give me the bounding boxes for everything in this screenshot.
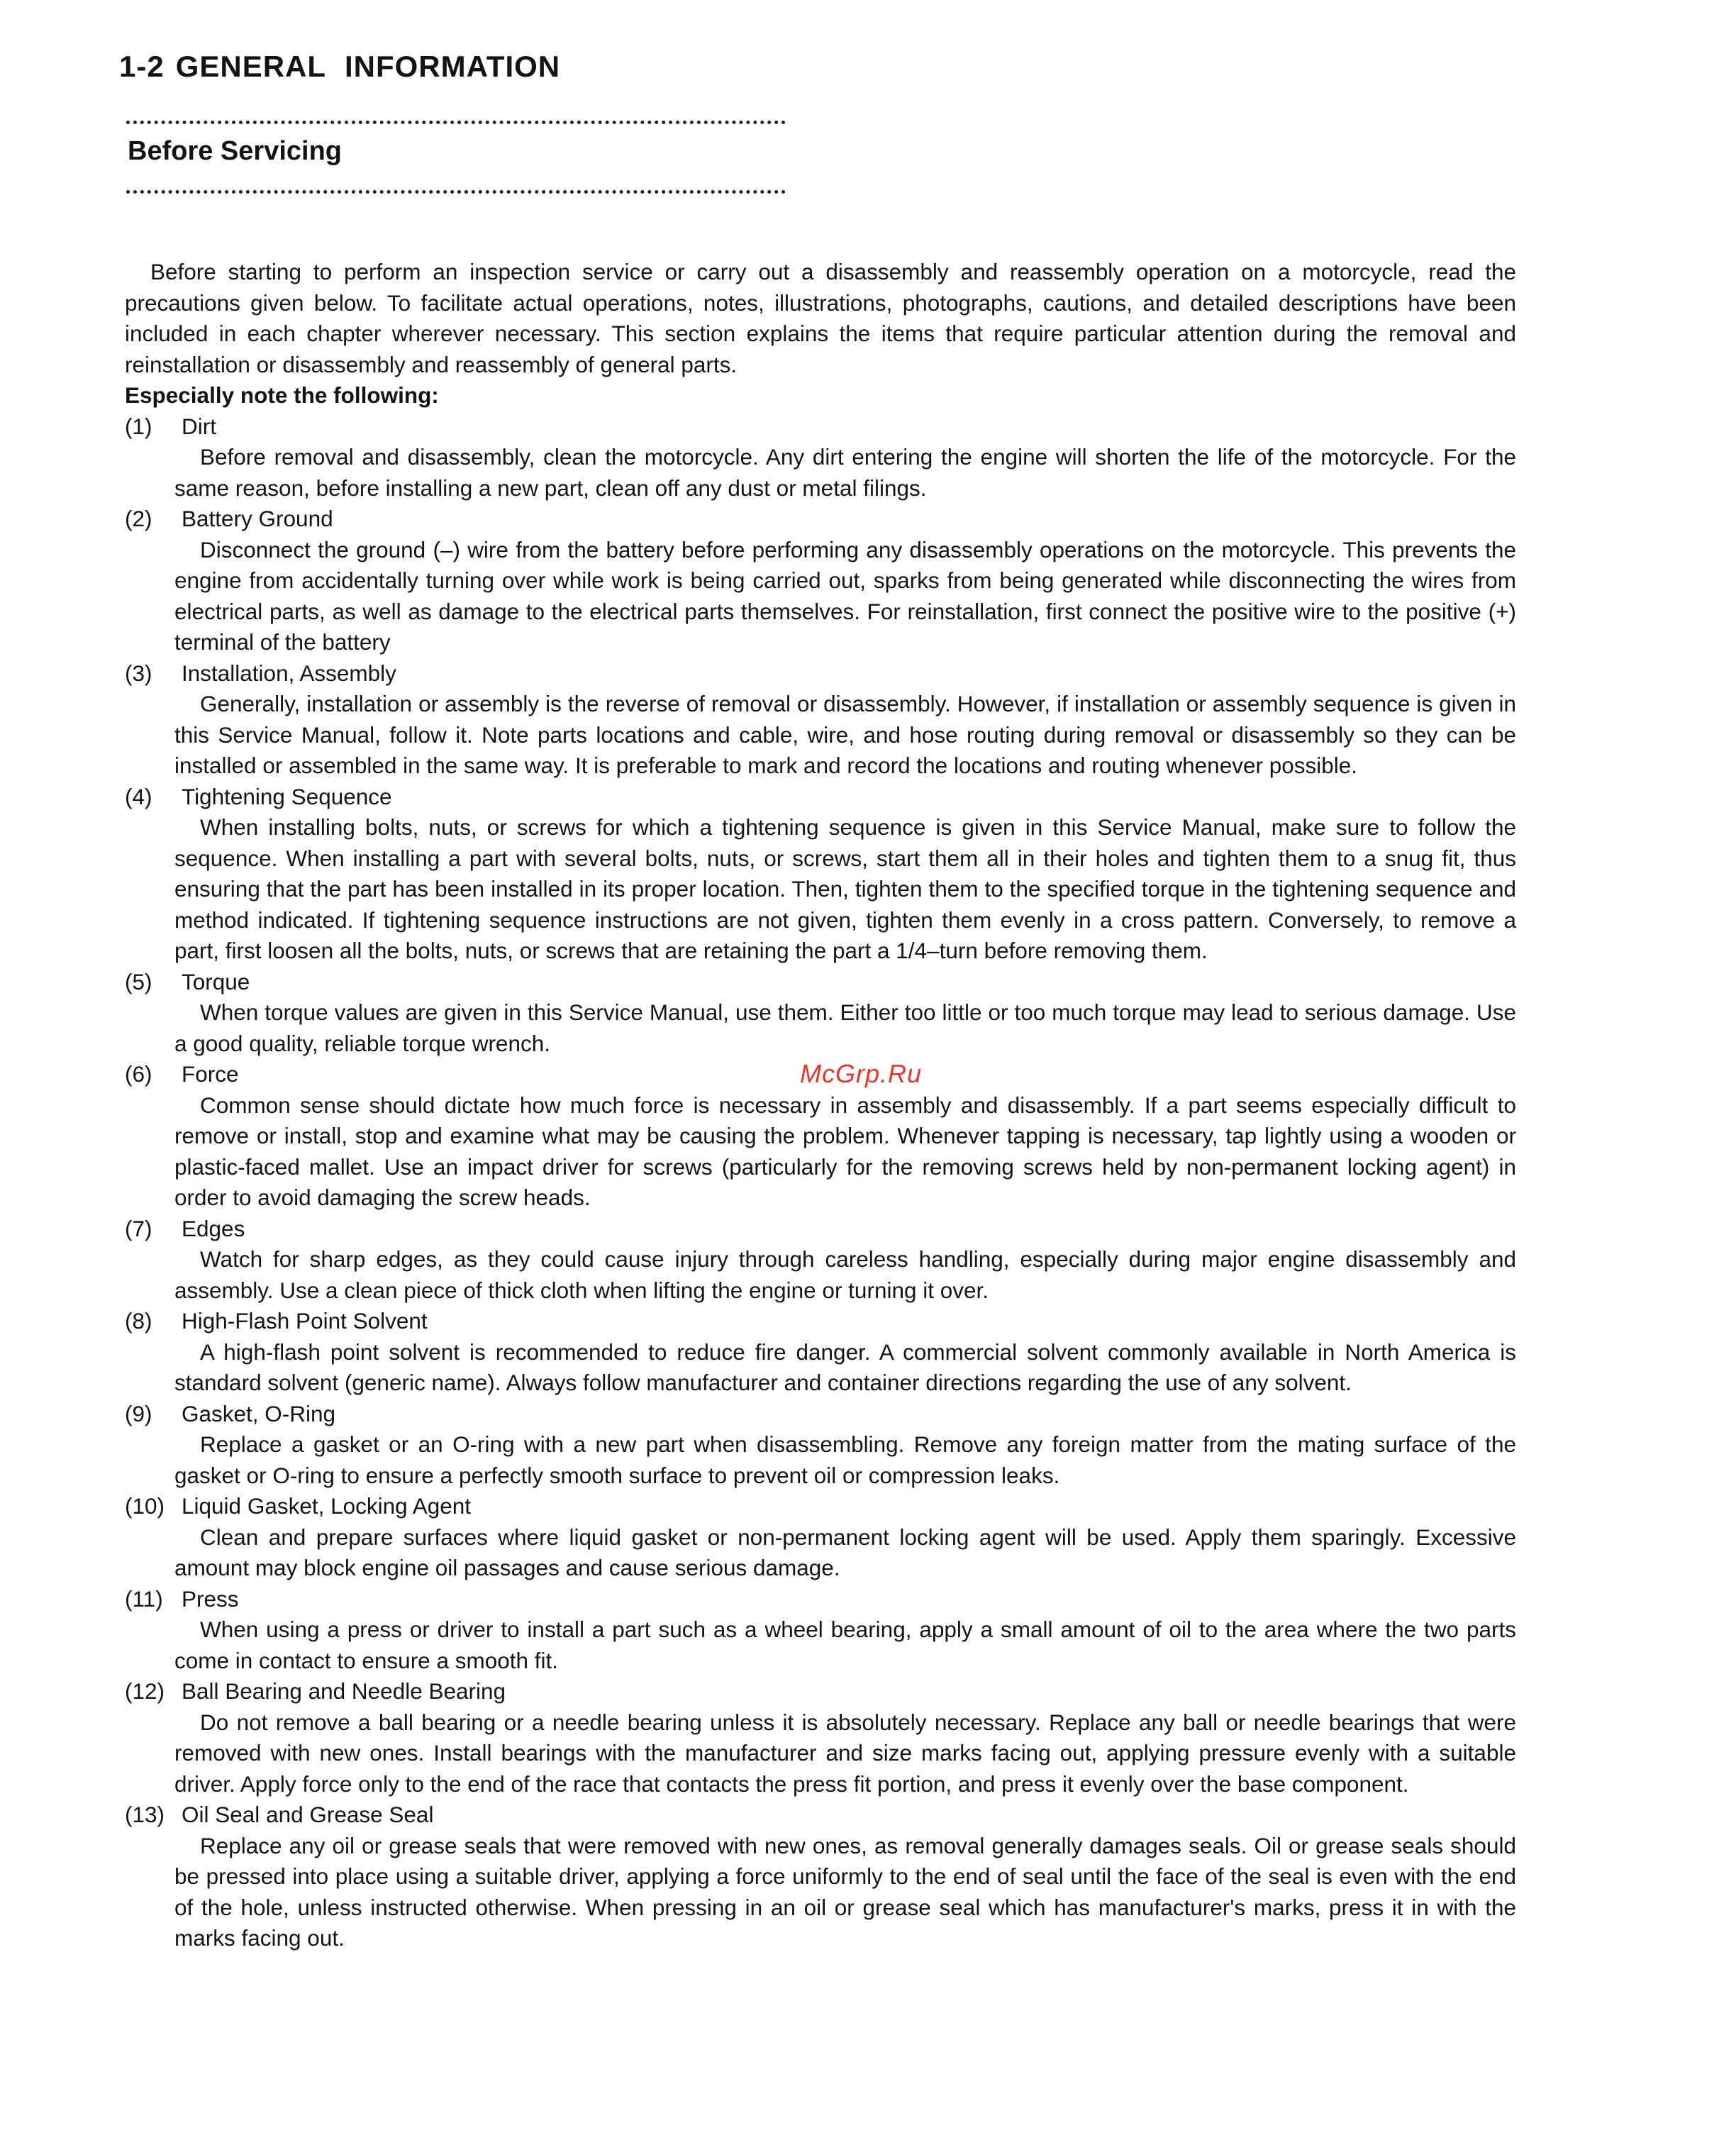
precaution-item-text: Clean and prepare surfaces where liquid gasket or non-permanent locking agent will be used. Apply them sparingly. Excessive amount may block engine oil passages and cause serious damage. — [174, 1524, 1516, 1580]
precaution-item-title: Battery Ground — [182, 506, 333, 531]
precaution-item-heading — [125, 1399, 1516, 1430]
precaution-item — [125, 504, 1516, 658]
precaution-item-text: Replace any oil or grease seals that were removed with new ones, as removal generally damages seals. Oil or grease seals should be pressed into place using a suitable driver, applying a force uniformly to the end of seal until the face of the seal is even with the end of the hole, unless instructed otherwise. When pressing in an oil or grease seal which has manufacturer's marks, press it in with the marks facing out. — [174, 1832, 1516, 1951]
precaution-item-heading — [125, 504, 1516, 535]
precaution-item — [125, 782, 1516, 967]
precaution-item-title: Tightening Sequence — [182, 783, 392, 809]
precaution-item — [125, 658, 1516, 782]
body-text — [125, 257, 1516, 1954]
precaution-item-title: Installation, Assembly — [182, 660, 396, 686]
precaution-item-heading — [125, 1306, 1516, 1337]
precaution-item-index: (5) — [125, 968, 152, 994]
precaution-item — [125, 967, 1516, 1060]
page-heading — [119, 50, 560, 84]
precaution-item-heading — [125, 658, 1516, 689]
precaution-item-heading — [125, 411, 1516, 443]
precaution-item-index: (6) — [125, 1061, 152, 1087]
dotted-rule-top — [126, 121, 786, 124]
precaution-item-heading — [125, 1584, 1516, 1615]
precaution-item-index: (7) — [125, 1215, 152, 1241]
precaution-item-index: (13) — [125, 1802, 165, 1827]
precaution-list — [125, 411, 1516, 1954]
precaution-item — [125, 1306, 1516, 1399]
precaution-item — [125, 1676, 1516, 1800]
precaution-item — [125, 1491, 1516, 1584]
precaution-item-text: Watch for sharp edges, as they could cause injury through careless handling, especially during major engine disassembly and assembly. Use a clean piece of thick cloth when lifting the engine or turning it over. — [174, 1246, 1516, 1303]
precaution-item-index: (3) — [125, 660, 152, 686]
precaution-item-title: Oil Seal and Grease Seal — [182, 1802, 434, 1827]
precaution-item-title: Edges — [182, 1215, 245, 1241]
precaution-item-title: Gasket, O-Ring — [182, 1400, 336, 1426]
intro-paragraph: Before starting to perform an inspection service or carry out a disassembly and reassembly operation on a motorcycle, read the precautions given below. To facilitate actual operations, notes, illustrations, photographs, cautions, and detailed descriptions have been included in each chapter wherever necessary. This section explains the items that require particular attention during the removal and reinstallation or disassembly and reassembly of general parts. — [125, 259, 1516, 377]
precaution-item-heading — [125, 1676, 1516, 1707]
especially-note: Especially note the following: — [125, 382, 439, 408]
precaution-item-heading — [125, 1491, 1516, 1522]
chapter-title: GENERAL INFORMATION — [175, 50, 561, 83]
precaution-item-title: Liquid Gasket, Locking Agent — [182, 1493, 472, 1519]
precaution-item-text: A high-flash point solvent is recommended to reduce fire danger. A commercial solvent commonly available in North America is standard solvent (generic name). Always follow manufacturer and container directions regarding the use of any solvent. — [174, 1338, 1516, 1395]
precaution-item-index: (9) — [125, 1400, 152, 1426]
precaution-item-title: Press — [182, 1585, 239, 1612]
precaution-item-index: (11) — [125, 1585, 163, 1612]
precaution-item-title: Torque — [182, 968, 250, 994]
precaution-item — [125, 1399, 1516, 1492]
precaution-item-heading — [125, 1800, 1516, 1831]
page-number: 1-2 — [119, 50, 165, 83]
precaution-item-text: When installing bolts, nuts, or screws for which a tightening sequence is given in this Service Manual, make sure to follow the sequence. When installing a part with several bolts, nuts, or screws, start them all in their holes and tighten them to a snug fit, thus ensuring that the part has been installed in its proper location. Then, tighten them to the specified torque in the tightening sequence and method indicated. If tightening sequence instructions are not given, tighten them evenly in a cross pattern. Conversely, to remove a part, first loosen all the bolts, nuts, or screws that are retaining the part a 1/4–turn before removing them. — [174, 814, 1516, 963]
precaution-item-text: When using a press or driver to install a part such as a wheel bearing, apply a small amount of oil to the area where the two parts come in contact to ensure a smooth fit. — [174, 1617, 1516, 1673]
precaution-item-heading — [125, 1214, 1516, 1245]
precaution-item-title: Dirt — [182, 413, 216, 439]
precaution-item — [125, 1214, 1516, 1307]
precaution-item-index: (2) — [125, 506, 152, 531]
precaution-item-index: (10) — [125, 1493, 165, 1519]
precaution-item-index: (8) — [125, 1308, 152, 1334]
precaution-item-heading — [125, 967, 1516, 998]
precaution-item-text: Disconnect the ground (–) wire from the battery before performing any disassembly operations on the motorcycle. This prevents the engine from accidentally turning over while work is being carried out, sparks from being generated while disconnecting the wires from electrical parts, as well as damage to the electrical parts themselves. For reinstallation, first connect the positive wire to the positive (+) terminal of the battery — [174, 536, 1516, 655]
precaution-item — [125, 411, 1516, 504]
precaution-item-text: When torque values are given in this Service Manual, use them. Either too little or too much torque may lead to serious damage. Use a good quality, reliable torque wrench. — [174, 999, 1516, 1056]
precaution-item-heading — [125, 782, 1516, 813]
precaution-item-index: (12) — [125, 1678, 165, 1704]
precaution-item-text: Do not remove a ball bearing or a needle bearing unless it is absolutely necessary. Replace any ball or needle bearings that were removed with new ones. Install bearings with the manufacturer and size marks facing out, applying pressure evenly with a suitable driver. Apply force only to the end of the race that contacts the press fit portion, and press it evenly over the base component. — [174, 1709, 1516, 1797]
precaution-item-title: Force — [182, 1061, 239, 1087]
precaution-item-index: (1) — [125, 413, 152, 439]
precaution-item — [125, 1800, 1516, 1954]
precaution-item — [125, 1584, 1516, 1677]
precaution-item-text: Before removal and disassembly, clean the motorcycle. Any dirt entering the engine will shorten the life of the motorcycle. For the same reason, before installing a new part, clean off any dust or metal filings. — [174, 444, 1516, 501]
precaution-item-text: Generally, installation or assembly is the reverse of removal or disassembly. However, if installation or assembly sequence is given in this Service Manual, follow it. Note parts locations and cable, wire, and hose routing during removal or disassembly so they can be installed or assembled in the same way. It is preferable to mark and record the locations and routing whenever possible. — [174, 691, 1516, 778]
watermark: McGrp.Ru — [800, 1059, 923, 1088]
dotted-rule-bottom — [126, 190, 786, 194]
section-title: Before Servicing — [128, 136, 342, 166]
precaution-item-index: (4) — [125, 783, 152, 809]
precaution-item-text: Replace a gasket or an O-ring with a new part when disassembling. Remove any foreign matter from the mating surface of the gasket or O-ring to ensure a perfectly smooth surface to prevent oil or compression leaks. — [174, 1431, 1516, 1488]
precaution-item-text: Common sense should dictate how much force is necessary in assembly and disassembly. If a part seems especially difficult to remove or install, stop and examine what may be causing the problem. Whenever tapping is necessary, tap lightly using a wooden or plastic-faced mallet. Use an impact driver for screws (particularly for the removing screws held by non-permanent locking agent) in order to avoid damaging the screw heads. — [174, 1092, 1516, 1210]
precaution-item-title: High-Flash Point Solvent — [182, 1308, 428, 1334]
precaution-item-title: Ball Bearing and Needle Bearing — [182, 1678, 506, 1704]
